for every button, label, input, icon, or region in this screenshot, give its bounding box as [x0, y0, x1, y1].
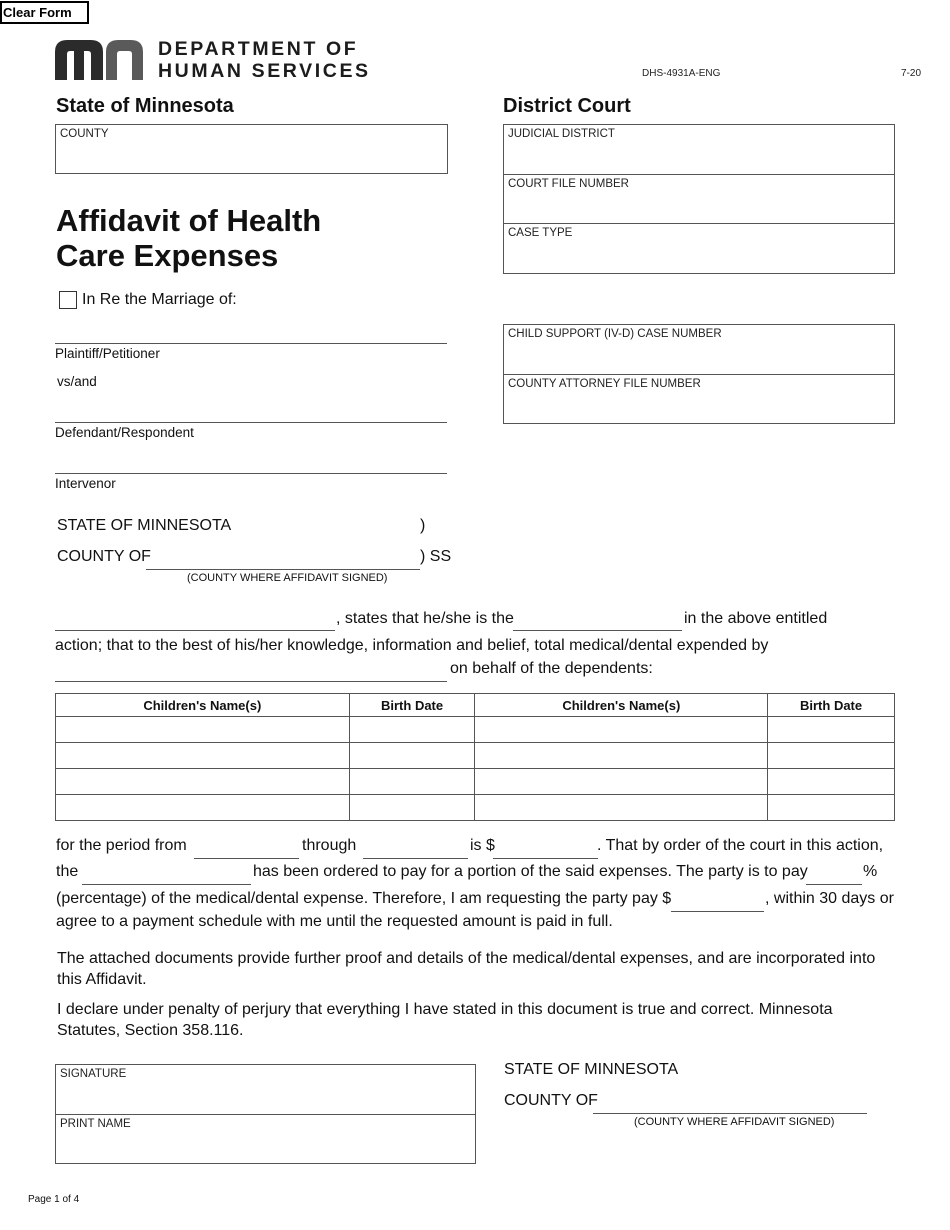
print-name-field[interactable]	[56, 1114, 475, 1164]
table-row	[56, 717, 895, 743]
ordered-party-input[interactable]	[82, 884, 251, 885]
title-line-2: Care Expenses	[56, 238, 279, 273]
case-type-field[interactable]	[504, 223, 894, 274]
dhs-logo-icon	[55, 40, 145, 80]
affiant-role-input[interactable]	[513, 630, 682, 631]
statement-text-2: in the above entitled	[684, 610, 828, 627]
page-footer: Page 1 of 4	[28, 1194, 80, 1205]
marriage-checkbox[interactable]	[59, 291, 77, 309]
col-header-children-name-2: Children's Name(s)	[475, 694, 768, 717]
period-text-2: through	[302, 837, 357, 854]
judicial-district-label: JUDICIAL DISTRICT	[508, 128, 615, 140]
title-line-1: Affidavit of Health	[56, 203, 322, 238]
court-file-number-field[interactable]	[504, 174, 894, 224]
child-name-cell[interactable]	[475, 795, 768, 821]
county-field[interactable]	[55, 124, 448, 174]
child-name-cell[interactable]	[475, 743, 768, 769]
table-row	[56, 769, 895, 795]
marriage-checkbox-label: In Re the Marriage of:	[82, 291, 237, 308]
venue2-county-label: COUNTY OF	[504, 1092, 598, 1109]
child-name-cell[interactable]	[56, 717, 350, 743]
child-support-case-label: CHILD SUPPORT (IV-D) CASE NUMBER	[508, 328, 722, 340]
venue2-state: STATE OF MINNESOTA	[504, 1061, 679, 1078]
table-header-row	[56, 694, 895, 717]
case-number-box	[503, 324, 895, 424]
birth-date-cell[interactable]	[768, 717, 895, 743]
child-name-cell[interactable]	[56, 743, 350, 769]
percentage-input[interactable]	[806, 884, 862, 885]
intervenor-input-line[interactable]	[55, 473, 447, 474]
period-text-10: agree to a payment schedule with me until the requested amount is paid in full.	[56, 913, 613, 930]
county-label: COUNTY	[60, 128, 109, 140]
form-number: DHS-4931A-ENG	[642, 68, 721, 79]
period-through-input[interactable]	[363, 858, 468, 859]
table-row	[56, 743, 895, 769]
requested-amount-input[interactable]	[671, 911, 764, 912]
dhs-logo-text	[158, 38, 371, 82]
birth-date-cell[interactable]	[768, 795, 895, 821]
col-header-birth-date-2: Birth Date	[768, 694, 895, 717]
birth-date-cell[interactable]	[768, 769, 895, 795]
period-text-7: %	[863, 863, 878, 880]
statement-text-3: action; that to the best of his/her knowledge, information and belief, total medical/dental expended by	[55, 637, 769, 654]
child-name-cell[interactable]	[56, 795, 350, 821]
logo-line-2: HUMAN SERVICES	[158, 60, 371, 82]
state-heading: State of Minnesota	[56, 95, 234, 117]
signature-field[interactable]	[56, 1065, 475, 1115]
signature-box	[55, 1064, 476, 1164]
child-name-cell[interactable]	[475, 769, 768, 795]
period-text-3: is $	[470, 837, 495, 854]
statement-text-4: on behalf of the dependents:	[450, 660, 653, 677]
print-name-label: PRINT NAME	[60, 1118, 131, 1130]
court-info-box	[503, 124, 895, 274]
clear-form-button[interactable]: Clear Form	[0, 1, 89, 24]
birth-date-cell[interactable]	[349, 717, 475, 743]
expended-by-input[interactable]	[55, 681, 447, 682]
case-type-label: CASE TYPE	[508, 227, 573, 239]
county-attorney-file-label: COUNTY ATTORNEY FILE NUMBER	[508, 378, 701, 390]
period-text-9: , within 30 days or	[765, 890, 894, 907]
children-table	[55, 693, 895, 821]
venue-county-note: (COUNTY WHERE AFFIDAVIT SIGNED)	[187, 572, 388, 584]
attached-documents-text: The attached documents provide further proof and details of the medical/dental expenses, and are incorporated into this Affidavit.	[57, 950, 876, 988]
judicial-district-field[interactable]	[504, 125, 894, 175]
defendant-label: Defendant/Respondent	[55, 425, 194, 440]
plaintiff-input-line[interactable]	[55, 343, 447, 344]
venue2-county-note: (COUNTY WHERE AFFIDAVIT SIGNED)	[634, 1116, 835, 1128]
venue-state: STATE OF MINNESOTA	[57, 517, 232, 534]
period-text-8: (percentage) of the medical/dental expense. Therefore, I am requesting the party pay $	[56, 890, 672, 907]
child-name-cell[interactable]	[475, 717, 768, 743]
venue2-county-input[interactable]	[593, 1113, 867, 1114]
intervenor-label: Intervenor	[55, 476, 116, 491]
birth-date-cell[interactable]	[349, 769, 475, 795]
vs-label: vs/and	[57, 374, 97, 389]
page-title	[56, 203, 321, 273]
child-support-case-field[interactable]	[504, 325, 894, 375]
table-row	[56, 795, 895, 821]
birth-date-cell[interactable]	[349, 743, 475, 769]
declaration-text: I declare under penalty of perjury that everything I have stated in this document is true and correct. Minnesota Statutes, Section 358.116.	[57, 1001, 833, 1039]
child-name-cell[interactable]	[56, 769, 350, 795]
affiant-name-input[interactable]	[55, 630, 335, 631]
plaintiff-label: Plaintiff/Petitioner	[55, 346, 160, 361]
col-header-birth-date-1: Birth Date	[349, 694, 475, 717]
venue-paren: )	[420, 517, 426, 534]
period-from-input[interactable]	[194, 858, 299, 859]
defendant-input-line[interactable]	[55, 422, 447, 423]
col-header-children-name-1: Children's Name(s)	[56, 694, 350, 717]
period-text-1: for the period from	[56, 837, 187, 854]
birth-date-cell[interactable]	[768, 743, 895, 769]
period-text-5: the	[56, 863, 79, 880]
logo-line-1: DEPARTMENT OF	[158, 38, 359, 60]
period-text-6: has been ordered to pay for a portion of the said expenses. The party is to pay	[253, 863, 808, 880]
venue-county-input[interactable]	[146, 569, 420, 570]
period-text-4: . That by order of the court in this action,	[597, 837, 884, 854]
total-amount-input[interactable]	[493, 858, 598, 859]
venue-county-label: COUNTY OF	[57, 548, 151, 565]
court-file-number-label: COURT FILE NUMBER	[508, 178, 629, 190]
form-date: 7-20	[901, 68, 922, 79]
court-heading: District Court	[503, 95, 631, 117]
venue-ss: ) SS	[420, 548, 452, 565]
statement-text-1: , states that he/she is the	[336, 610, 514, 627]
signature-label: SIGNATURE	[60, 1068, 127, 1080]
county-attorney-file-field[interactable]	[504, 374, 894, 424]
birth-date-cell[interactable]	[349, 795, 475, 821]
